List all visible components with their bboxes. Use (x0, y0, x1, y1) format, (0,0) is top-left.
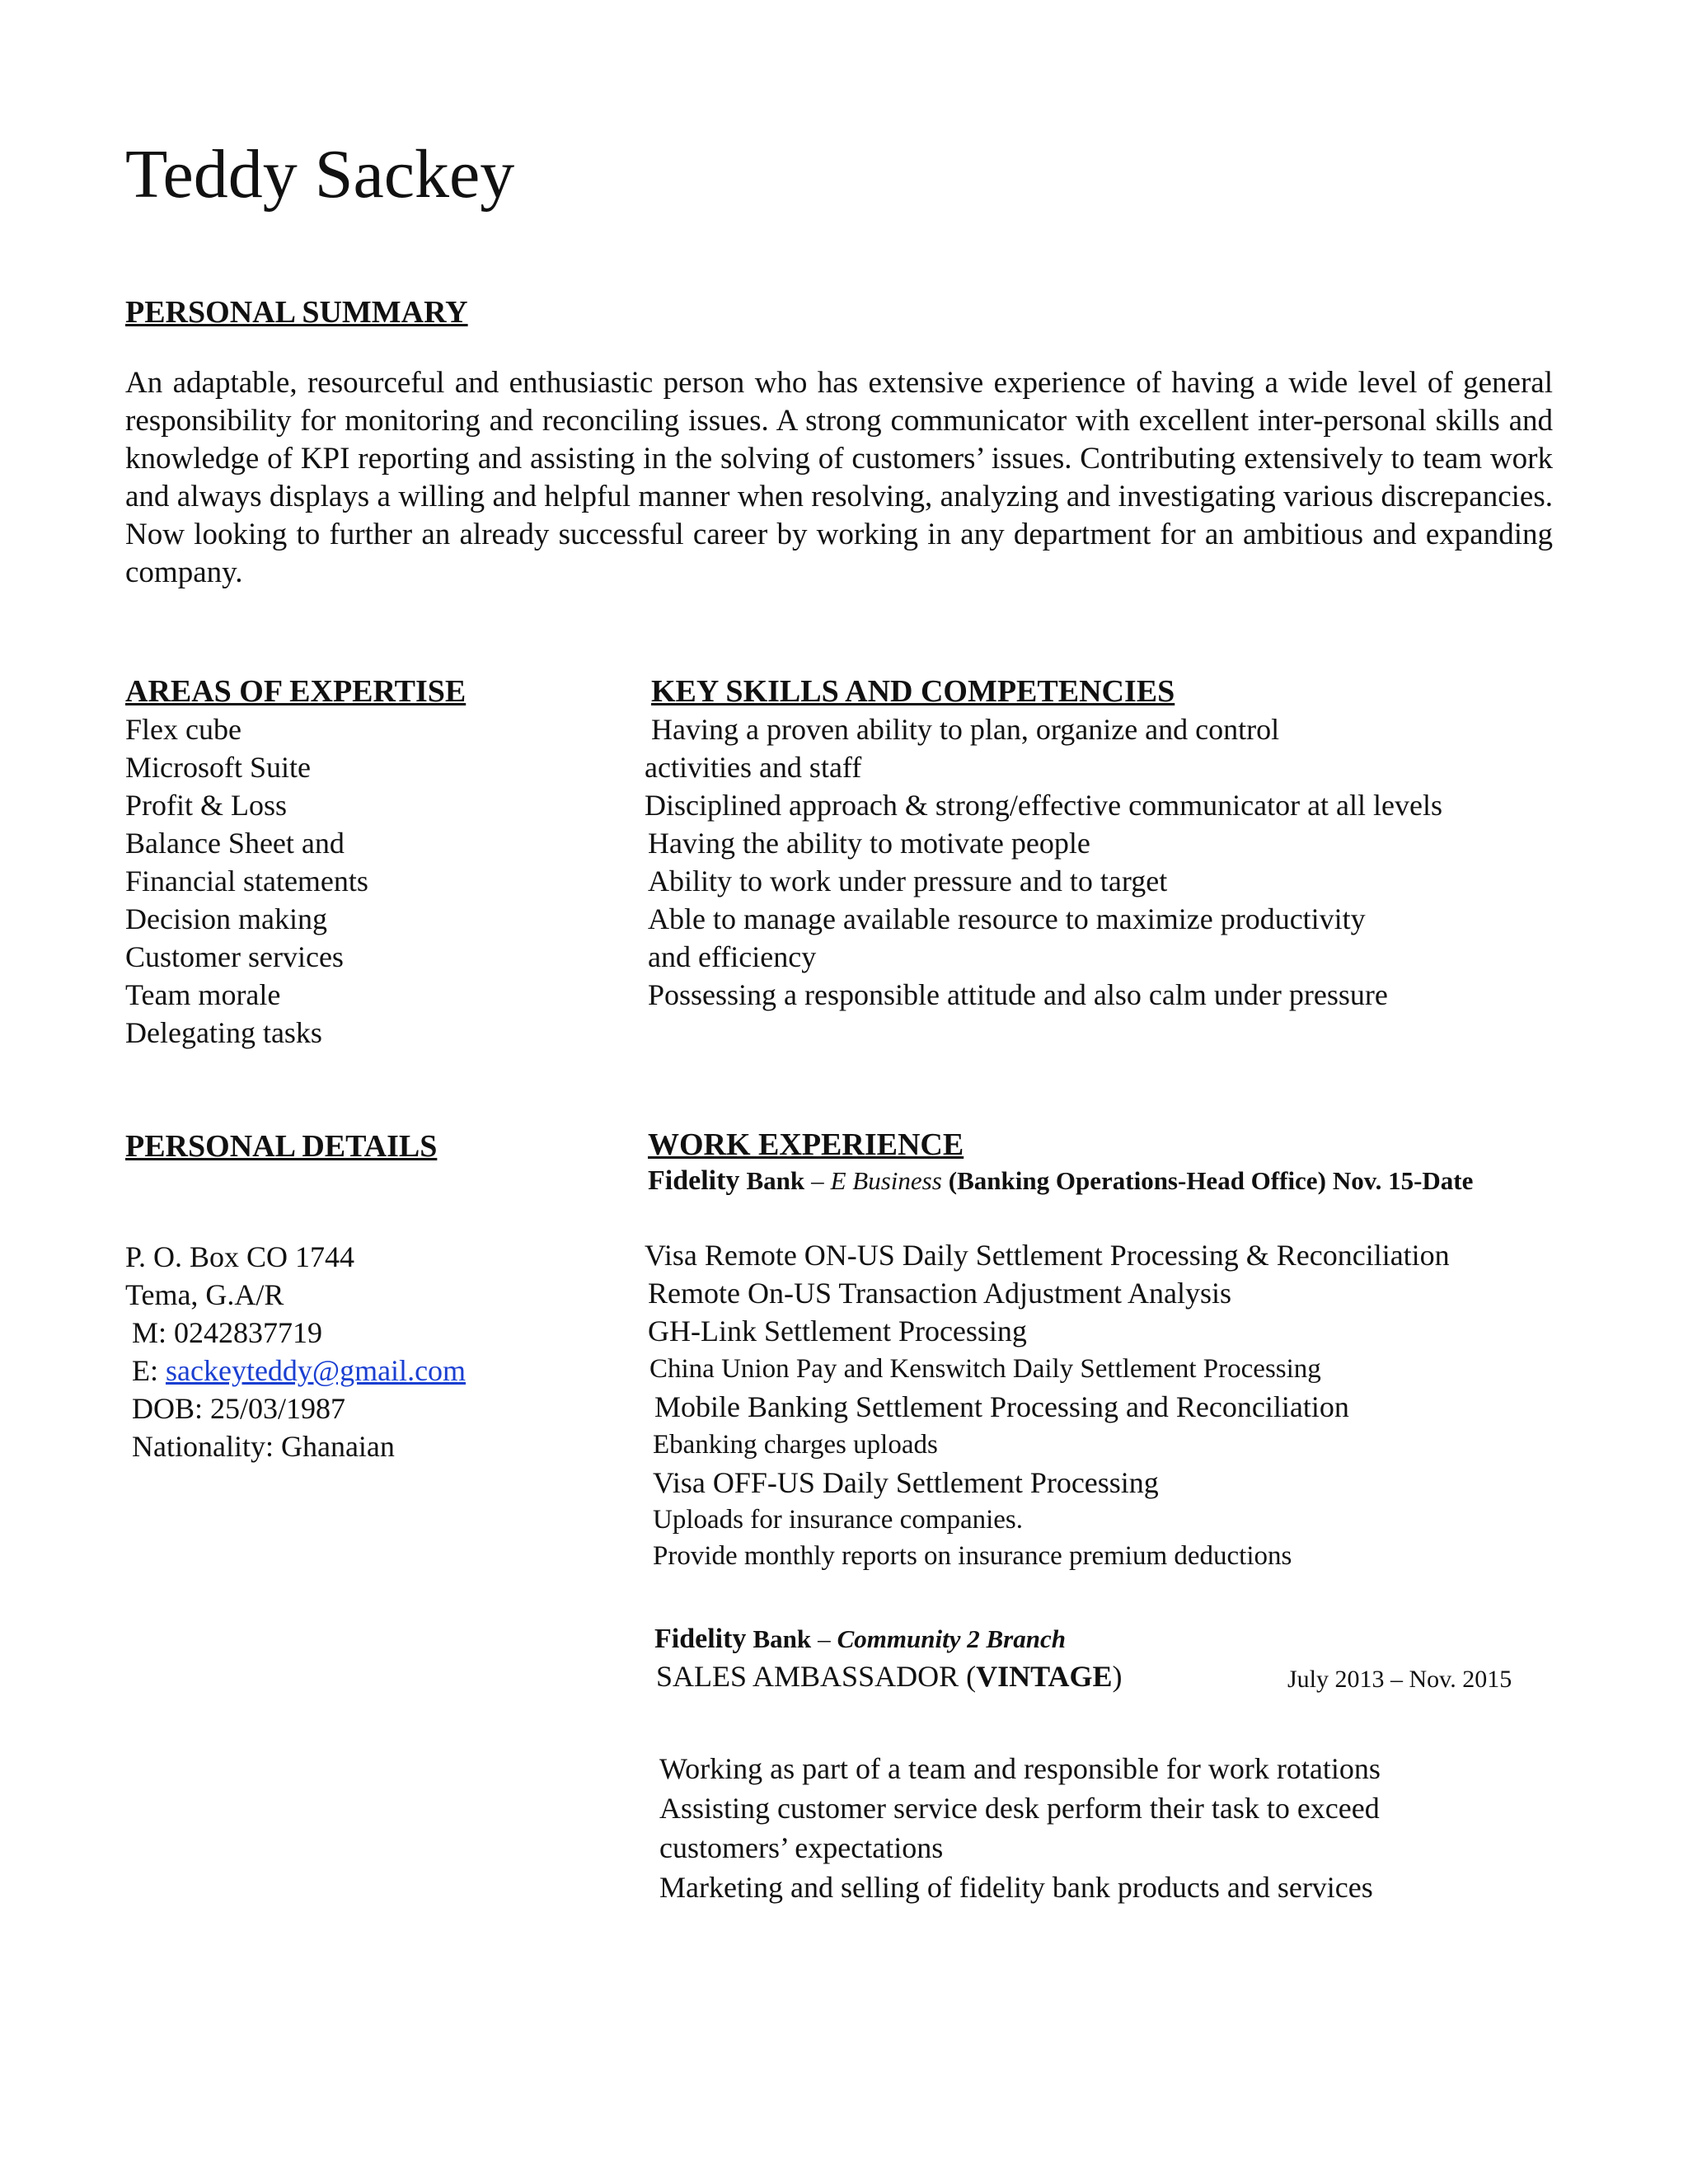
skill-item: Having a proven ability to plan, organize and control (651, 713, 1280, 746)
job1-duty: Ebanking charges uploads (653, 1430, 938, 1460)
job2-duty: Working as part of a team and responsible for work rotations (659, 1752, 1381, 1785)
job1-unit: E Business (830, 1166, 942, 1195)
skill-item: Able to manage available resource to maximize productivity (648, 902, 1366, 935)
skill-item: Ability to work under pressure and to target (648, 865, 1168, 898)
skill-item: Disciplined approach & strong/effective communicator at all levels (645, 789, 1443, 822)
areas-of-expertise-heading: AREAS OF EXPERTISE (125, 674, 467, 709)
job1-bank: Bank (746, 1166, 805, 1195)
expertise-item: Decision making (125, 902, 327, 935)
nationality-value: Ghanaian (280, 1430, 395, 1463)
address-line-1: P. O. Box CO 1744 (125, 1240, 355, 1273)
job2-title (656, 1658, 1122, 1694)
personal-details-heading: PERSONAL DETAILS (125, 1129, 438, 1164)
job2-header (654, 1622, 1066, 1656)
job1-department: (Banking Operations-Head Office) (948, 1166, 1326, 1195)
job2-duty: customers’ expectations (659, 1831, 944, 1864)
expertise-item: Flex cube (125, 713, 241, 746)
job1-duty: China Union Pay and Kenswitch Daily Settlement Processing (649, 1354, 1321, 1384)
expertise-item: Balance Sheet and (125, 827, 345, 860)
job1-dates: Nov. 15-Date (1332, 1166, 1474, 1195)
email-label: E: (132, 1354, 158, 1387)
job2-dash: – (818, 1624, 831, 1653)
skill-item: activities and staff (645, 751, 862, 784)
job2-duty: Marketing and selling of fidelity bank products and services (659, 1871, 1373, 1904)
job1-duty: Visa OFF-US Daily Settlement Processing (653, 1466, 1159, 1499)
email-link[interactable]: sackeyteddy@gmail.com (166, 1354, 467, 1387)
key-skills-heading: KEY SKILLS AND COMPETENCIES (651, 674, 1175, 709)
job2-title-bold: VINTAGE (976, 1660, 1113, 1693)
expertise-item: Team morale (125, 978, 281, 1011)
personal-summary-heading: PERSONAL SUMMARY (125, 295, 468, 330)
nationality-label: Nationality: (132, 1430, 274, 1463)
personal-details-list (125, 1238, 466, 1465)
areas-of-expertise-list (125, 710, 368, 1052)
job1-duty: Provide monthly reports on insurance premium deductions (653, 1541, 1292, 1571)
address-line-2: Tema, G.A/R (125, 1278, 284, 1311)
skill-item: and efficiency (648, 940, 817, 973)
job2-employer: Fidelity (654, 1624, 747, 1654)
job1-duty: Remote On-US Transaction Adjustment Analysis (648, 1277, 1232, 1310)
expertise-item: Delegating tasks (125, 1016, 322, 1049)
job2-bank: Bank (753, 1624, 812, 1653)
skill-item: Possessing a responsible attitude and also calm under pressure (648, 978, 1388, 1011)
job1-duties-list (645, 1236, 1450, 1574)
expertise-item: Financial statements (125, 865, 368, 898)
job1-duty: Mobile Banking Settlement Processing and Reconciliation (654, 1390, 1349, 1423)
job2-duty: Assisting customer service desk perform their task to exceed (659, 1792, 1380, 1825)
candidate-name: Teddy Sackey (125, 136, 515, 213)
work-experience-heading: WORK EXPERIENCE (648, 1127, 964, 1162)
job1-employer: Fidelity (648, 1165, 740, 1196)
job2-title-prefix: SALES AMBASSADOR ( (656, 1660, 977, 1693)
dob-label: DOB: (132, 1392, 204, 1425)
job2-dates: July 2013 – Nov. 2015 (1287, 1666, 1512, 1693)
mobile-number: 0242837719 (174, 1316, 323, 1349)
expertise-item: Customer services (125, 940, 344, 973)
skill-item: Having the ability to motivate people (648, 827, 1090, 860)
job1-header (648, 1164, 1473, 1197)
job1-duty: Visa Remote ON-US Daily Settlement Processing & Reconciliation (645, 1239, 1450, 1272)
email-row (125, 1352, 466, 1390)
job1-dash: – (811, 1166, 824, 1195)
job2-duties-list (659, 1749, 1381, 1907)
mobile-row (125, 1314, 466, 1352)
expertise-item: Microsoft Suite (125, 751, 311, 784)
job2-title-suffix: ) (1112, 1660, 1123, 1693)
job1-duty: Uploads for insurance companies. (653, 1505, 1024, 1535)
personal-summary-text: An adaptable, resourceful and enthusiastic person who has extensive experience of having a wide level of general responsibility for monitoring and reconciling issues. A strong communicator with excellent inter-personal skills and knowledge of KPI reporting and assisting in the solving of customers’ issues. Contributing extensively to team work and always displays a willing and helpful manner when resolving, analyzing and investigating various discrepancies. Now looking to further an already successful career by working in any department for an ambitious and expanding company. (125, 366, 1553, 589)
key-skills-list (645, 710, 1442, 1014)
dob-value: 25/03/1987 (210, 1392, 346, 1425)
job2-branch: Community 2 Branch (837, 1624, 1066, 1653)
dob-row (125, 1390, 466, 1427)
nationality-row (125, 1427, 466, 1465)
mobile-label: M: (132, 1316, 167, 1349)
job1-duty: GH-Link Settlement Processing (648, 1315, 1027, 1347)
expertise-item: Profit & Loss (125, 789, 288, 822)
